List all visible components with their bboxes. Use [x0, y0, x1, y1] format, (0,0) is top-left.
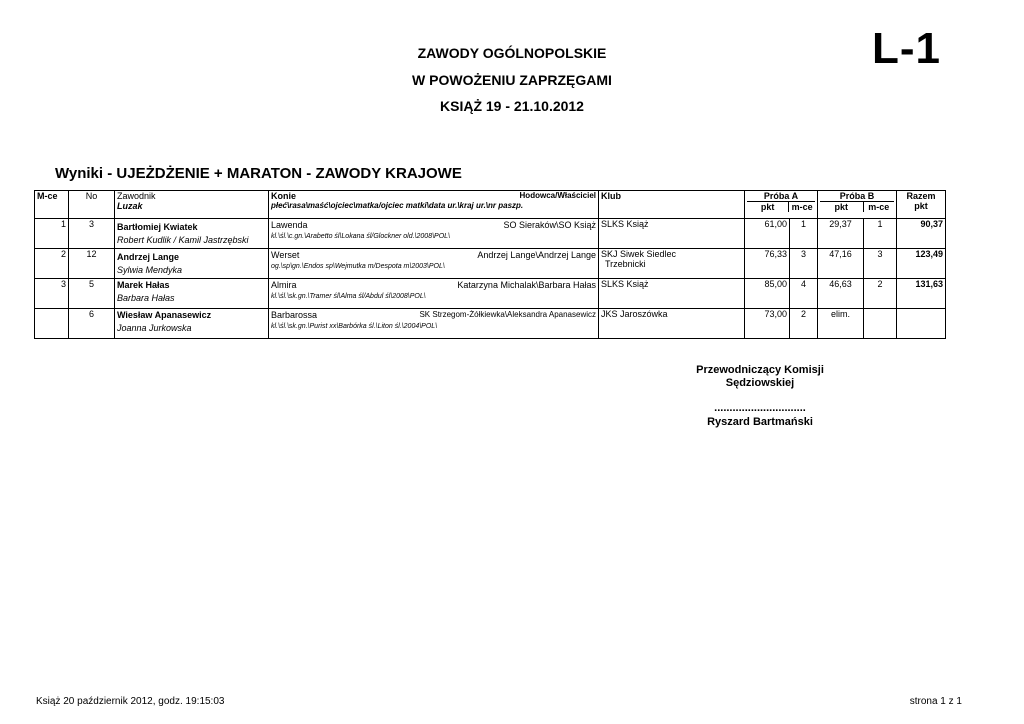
row-a-pos: 3 [790, 249, 818, 279]
row-b-pts: 29,37 [818, 219, 864, 249]
row-horse-details: kl.\śl.\c.gn.\Arabetto śl\Lokana śl/Glockner old.\2008\POL\ [271, 233, 450, 240]
header-row [35, 191, 946, 219]
row-horse [269, 249, 599, 279]
row-b-pts: 46,63 [818, 279, 864, 309]
row-driver-name: Marek Hałas [117, 280, 170, 290]
col-horses-label: Konie [271, 191, 297, 201]
row-total: 131,63 [897, 279, 946, 309]
footer-date: Książ 20 październik 2012, godz. 19:15:03 [36, 696, 225, 707]
table-row [35, 249, 946, 279]
col-horse-details-label: płeć\rasa\maść\ojciec\matka/ojciec matki\data ur.\kraj ur.\nr paszp. [271, 201, 524, 210]
section-title: Wyniki - UJEŻDŻENIE + MARATON - ZAWODY KRAJOWE [55, 165, 462, 182]
row-breeder: Andrzej Lange\Andrzej Lange [477, 250, 596, 260]
row-club-name: JKS Jaroszówka [601, 309, 668, 319]
row-b-pts: elim. [818, 309, 864, 339]
row-club [599, 219, 745, 249]
row-a-pos: 2 [790, 309, 818, 339]
col-total-pts: pkt [914, 201, 928, 211]
row-b-pos: 2 [864, 279, 897, 309]
row-b-pos [864, 309, 897, 339]
row-b-pos: 3 [864, 249, 897, 279]
row-breeder: Katarzyna Michalak\Barbara Hałas [457, 280, 596, 290]
col-test-a-pos: m-ce [788, 202, 815, 212]
row-place: 1 [35, 219, 69, 249]
table-row [35, 279, 946, 309]
row-club [599, 309, 745, 339]
row-horse-name: Lawenda [271, 220, 308, 230]
title-line-2: W POWOŻENIU ZAPRZĘGAMI [412, 72, 612, 88]
row-horse [269, 279, 599, 309]
row-horse-details: og.\sp\gn.\Endos sp\Wejmutka m/Despota m\2003\POL\ [271, 263, 445, 270]
row-club-name-2: Trzebnicki [605, 259, 646, 269]
row-driver-name: Bartłomiej Kwiatek [117, 222, 198, 232]
col-groom-label: Luzak [117, 201, 143, 211]
row-groom-name: Barbara Hałas [117, 293, 175, 303]
row-driver [115, 219, 269, 249]
col-test-a [745, 191, 818, 219]
row-a-pos: 4 [790, 279, 818, 309]
row-horse-details: kl.\śl.\sk.gn.\Tramer śl\Alma śl/Abdul śl\2008\POL\ [271, 293, 426, 300]
col-total-label: Razem [906, 191, 936, 201]
row-groom-name: Sylwia Mendyka [117, 265, 183, 275]
row-no: 3 [69, 219, 115, 249]
footer-page: strona 1 z 1 [909, 696, 962, 707]
signature-title-1: Przewodniczący Komisji [696, 364, 824, 376]
row-club-name: SLKS Książ [601, 219, 649, 229]
row-place: 3 [35, 279, 69, 309]
row-a-pts: 76,33 [745, 249, 790, 279]
row-no: 12 [69, 249, 115, 279]
row-horse [269, 219, 599, 249]
row-breeder: SO Sieraków\SO Książ [503, 220, 596, 230]
col-test-b [818, 191, 897, 219]
col-horses [269, 191, 599, 219]
row-club [599, 249, 745, 279]
row-place [35, 309, 69, 339]
table-row [35, 219, 946, 249]
row-driver-name: Wiesław Apanasewicz [117, 310, 212, 320]
row-a-pts: 73,00 [745, 309, 790, 339]
row-horse-details: kl.\śl.\sk.gn.\Purist xx\Barbórka śl.\Liton śl.\2004\POL\ [271, 323, 438, 330]
row-a-pos: 1 [790, 219, 818, 249]
row-a-pts: 61,00 [745, 219, 790, 249]
signature-dots: .............................. [714, 402, 806, 414]
col-test-a-pts: pkt [760, 202, 775, 212]
row-horse-name: Werset [271, 250, 300, 260]
col-driver-label: Zawodnik [117, 191, 156, 201]
col-club: Klub [599, 191, 745, 219]
row-groom-name: Robert Kudlik / Kamil Jastrzębski [117, 235, 249, 245]
signature-title-2: Sędziowskiej [725, 377, 795, 389]
title-line-1: ZAWODY OGÓLNOPOLSKIE [417, 45, 607, 61]
row-horse [269, 309, 599, 339]
row-driver [115, 279, 269, 309]
col-test-b-pos: m-ce [863, 202, 895, 212]
row-total: 90,37 [897, 219, 946, 249]
col-no: No [69, 191, 115, 219]
row-horse-name: Barbarossa [271, 310, 318, 320]
row-club-name: SKJ Siwek Siedlec [601, 249, 677, 259]
row-club-name: SLKS Książ [601, 279, 649, 289]
row-breeder: SK Strzegom-Żółkiewka\Aleksandra Apanasewicz [419, 310, 596, 319]
col-test-b-label: Próba B [839, 191, 875, 201]
row-total [897, 309, 946, 339]
row-no: 6 [69, 309, 115, 339]
row-place: 2 [35, 249, 69, 279]
row-driver-name: Andrzej Lange [117, 252, 180, 262]
row-groom-name: Joanna Jurkowska [117, 323, 192, 333]
row-b-pos: 1 [864, 219, 897, 249]
col-driver [115, 191, 269, 219]
row-horse-name: Almira [271, 280, 297, 290]
signature-name: Ryszard Bartmański [707, 416, 813, 428]
col-place: M-ce [35, 191, 69, 219]
row-driver [115, 309, 269, 339]
row-total: 123,49 [897, 249, 946, 279]
row-no: 5 [69, 279, 115, 309]
title-line-3: KSIĄŻ 19 - 21.10.2012 [440, 98, 584, 114]
col-total [897, 191, 946, 219]
col-test-a-label: Próba A [763, 191, 799, 201]
document-code: L-1 [872, 24, 941, 73]
col-test-b-pts: pkt [834, 202, 848, 212]
row-b-pts: 47,16 [818, 249, 864, 279]
col-breeder-label: Hodowca/Właściciel [519, 191, 596, 200]
results-table [34, 190, 946, 339]
row-club [599, 279, 745, 309]
table-row [35, 309, 946, 339]
row-driver [115, 249, 269, 279]
row-a-pts: 85,00 [745, 279, 790, 309]
